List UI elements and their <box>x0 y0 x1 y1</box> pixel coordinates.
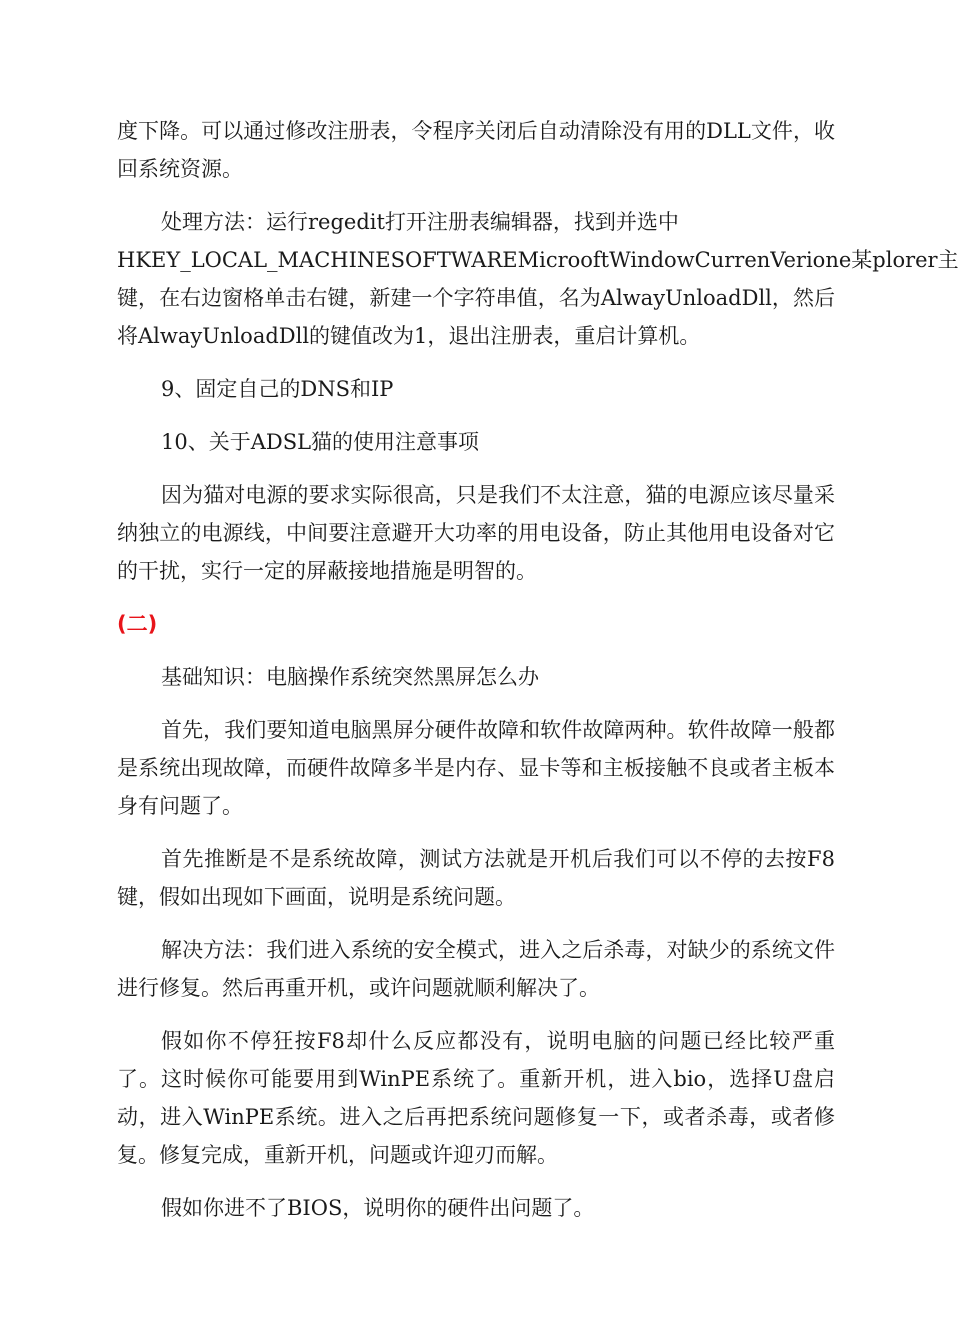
section-heading: (二) <box>117 612 158 636</box>
registry-key-path: HKEY_LOCAL_MACHINESOFTWAREMicrooftWindowCurrenVerione某plorer主 <box>117 248 959 272</box>
paragraph-f8-test: 首先推断是不是系统故障，测试方法就是开机后我们可以不停的去按F8键，假如出现如下画面，说明是系统问题。 <box>117 847 835 909</box>
paragraph-registry-method <box>117 203 959 355</box>
paragraph-safe-mode: 解决方法：我们进入系统的安全模式，进入之后杀毒，对缺少的系统文件进行修复。然后再重开机，或许问题就顺利解决了。 <box>117 938 835 1000</box>
paragraph-bios: 假如你进不了BIOS，说明你的硬件出问题了。 <box>161 1196 595 1220</box>
item-9-heading: 9、固定自己的DNS和IP <box>161 377 394 401</box>
item-10-heading: 10、关于ADSL猫的使用注意事项 <box>161 430 480 454</box>
paragraph-dll-cleanup: 度下降。可以通过修改注册表，令程序关闭后自动清除没有用的DLL文件，收回系统资源。 <box>117 119 835 181</box>
paragraph-winpe: 假如你不停狂按F8却什么反应都没有，说明电脑的问题已经比较严重了。这时候你可能要用到WinPE系统了。重新开机，进入bio，选择U盘启动，进入WinPE系统。进入之后再把系统问题修复一下，或者杀毒，或者修复。修复完成，重新开机，问题或许迎刃而解。 <box>117 1029 835 1167</box>
paragraph-basics-title: 基础知识：电脑操作系统突然黑屏怎么办 <box>161 665 539 689</box>
paragraph-black-screen-types: 首先，我们要知道电脑黑屏分硬件故障和软件故障两种。软件故障一般都是系统出现故障，而硬件故障多半是内存、显卡等和主板接触不良或者主板本身有问题了。 <box>117 718 835 818</box>
registry-method-line-1: 处理方法：运行regedit打开注册表编辑器，找到并选中 <box>161 210 679 234</box>
registry-method-rest: 键，在右边窗格单击右键，新建一个字符串值，名为AlwayUnloadDll，然后将AlwayUnloadDll的键值改为1，退出注册表，重启计算机。 <box>117 286 835 348</box>
paragraph-adsl-power: 因为猫对电源的要求实际很高，只是我们不太注意，猫的电源应该尽量采纳独立的电源线，中间要注意避开大功率的用电设备，防止其他用电设备对它的干扰，实行一定的屏蔽接地措施是明智的。 <box>117 483 835 583</box>
document-body <box>117 112 959 1242</box>
